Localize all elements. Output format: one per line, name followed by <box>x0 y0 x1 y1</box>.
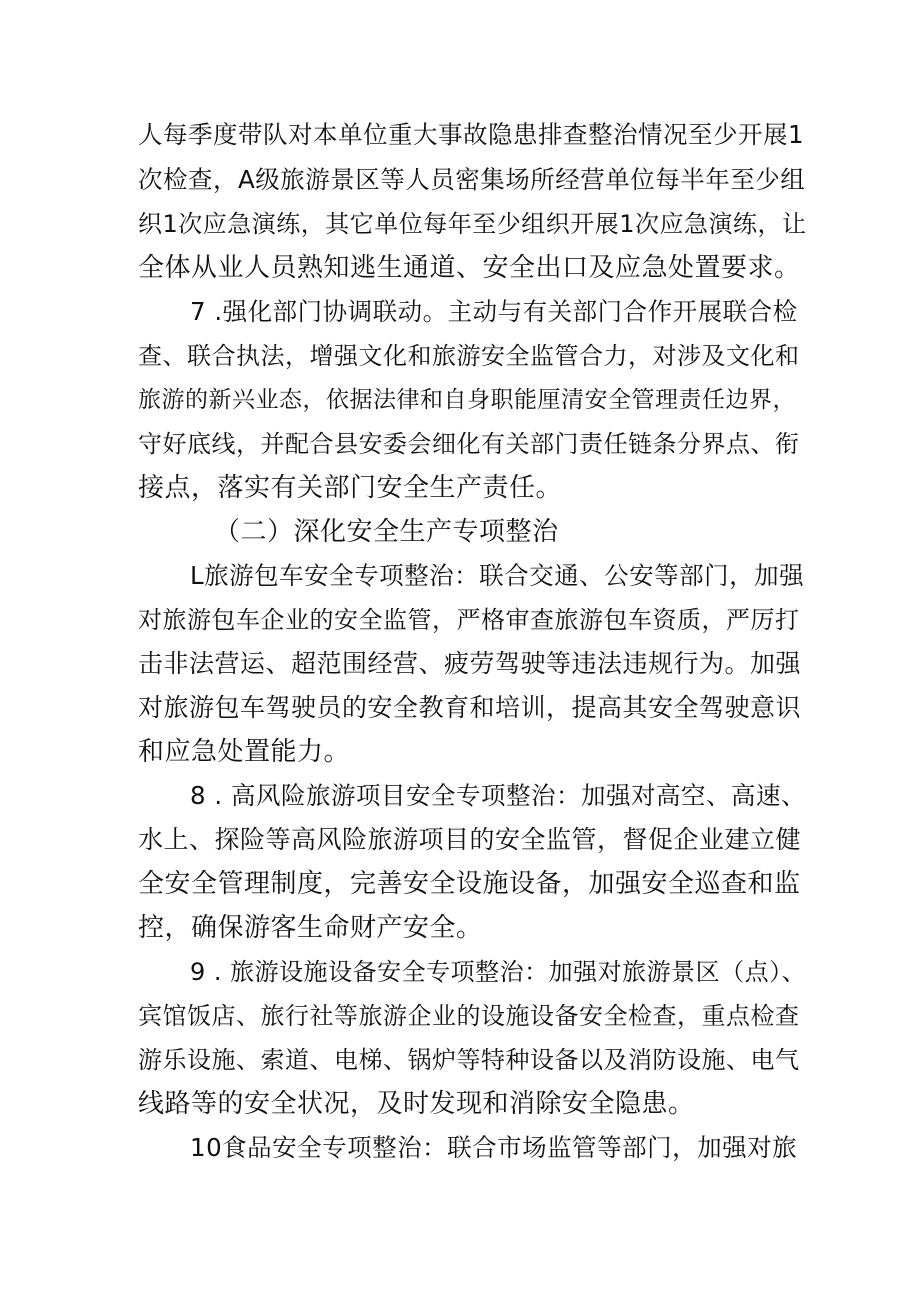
text-line: 全体从业人员熟知逃生通道、安全出口及应急处置要求。 <box>138 253 801 283</box>
paragraph-1-start: L旅游包车安全专项整治：联合交通、公安等部门，加强 <box>190 561 805 590</box>
text-line: 对旅游包车企业的安全监管，严格审查旅游包车资质，严厉打 <box>138 606 800 634</box>
text-line: 击非法营运、超范围经营、疲劳驾驶等违法违规行为。加强 <box>138 649 802 678</box>
text-line: 人每季度带队对本单位重大事故隐患排查整治情况至少开展1 <box>138 120 805 149</box>
text-line: 织1次应急演练，其它单位每年至少组织开展1次应急演练，让 <box>138 210 807 238</box>
text-line: 游乐设施、索道、电梯、锅炉等特种设备以及消防设施、电气 <box>138 1046 800 1074</box>
text-line: 旅游的新兴业态，依据法律和自身职能厘清安全管理责任边界， <box>138 387 796 413</box>
text-line: 全安全管理制度，完善安全设施设备，加强安全巡查和监 <box>138 869 801 899</box>
paragraph-7-start: 7 .强化部门协调联动。主动与有关部门合作开展联合检 <box>190 297 798 326</box>
text-line: 查、联合执法，增强文化和旅游安全监管合力，对涉及文化和 <box>138 342 800 370</box>
text-line: 线路等的安全状况，及时发现和消除安全隐患。 <box>138 1089 695 1119</box>
paragraph-9-start: 9 . 旅游设施设备安全专项整治：加强对旅游景区（点）、 <box>190 958 807 986</box>
paragraph-8-start: 8 . 高风险旅游项目安全专项整治：加强对高空、高速、 <box>190 781 806 810</box>
text-line: 和应急处置能力。 <box>138 737 351 767</box>
text-line: 接点，落实有关部门安全生产责任。 <box>138 473 563 503</box>
text-line: 宾馆饭店、旅行社等旅游企业的设施设备安全检查，重点检查 <box>138 1002 800 1030</box>
text-line: 水上、探险等高风险旅游项目的安全监管，督促企业建立健 <box>138 825 802 854</box>
text-line: 次检查，A级旅游景区等人员密集场所经营单位每半年至少组 <box>138 165 806 194</box>
section-heading: （二）深化安全生产专项整治 <box>214 517 559 547</box>
text-line: 对旅游包车驾驶员的安全教育和培训，提高其安全驾驶意识 <box>138 693 802 722</box>
text-line: 控，确保游客生命财产安全。 <box>138 913 483 943</box>
paragraph-10-start: 10食品安全专项整治：联合市场监管等部门，加强对旅 <box>190 1133 798 1162</box>
text-line: 守好底线，并配合县安委会细化有关部门责任链条分界点、衔 <box>138 430 800 458</box>
